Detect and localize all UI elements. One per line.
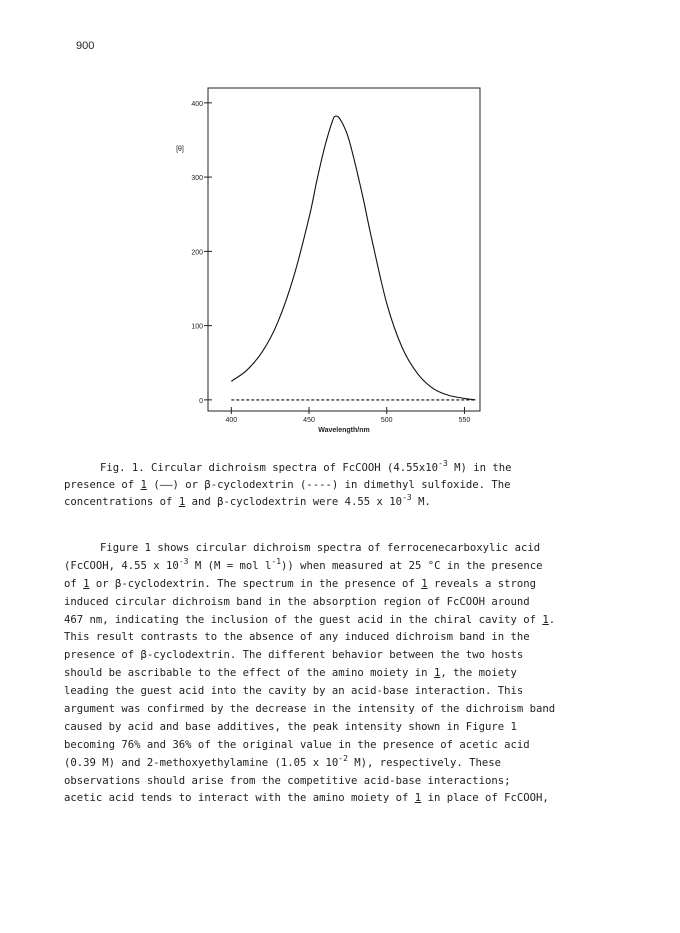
body-line bbox=[64, 701, 624, 719]
body-line bbox=[64, 647, 624, 665]
body-text: Figure 1 shows circular dichroism spectra of ferrocenecarboxylic acid bbox=[100, 542, 541, 554]
y-axis-label: [θ] bbox=[176, 146, 184, 154]
x-tick-label: 500 bbox=[380, 417, 393, 424]
x-axis-label: Wavelength/nm bbox=[318, 427, 370, 434]
y-tick-label: 0 bbox=[199, 397, 203, 405]
body-exponent: -3 bbox=[178, 556, 189, 566]
compound-number: 1 bbox=[140, 479, 147, 491]
body-text: reveals a strong bbox=[427, 577, 537, 590]
body-text: (FcCOOH, 4.55 x 10 bbox=[64, 559, 179, 572]
body-text: 467 nm, indicating the inclusion of the guest acid in the chiral cavity of bbox=[64, 613, 543, 626]
y-tick-label: 100 bbox=[191, 323, 203, 331]
caption-line-3 bbox=[64, 494, 624, 511]
body-line bbox=[64, 683, 624, 701]
caption-exponent: -3 bbox=[402, 493, 412, 502]
body-line bbox=[64, 594, 624, 612]
series-line-solid bbox=[231, 116, 475, 400]
cd-spectrum-figure bbox=[150, 80, 510, 450]
body-text: M), respectively. These bbox=[347, 756, 501, 769]
compound-number: 1 bbox=[414, 792, 422, 805]
compound-number: 1 bbox=[542, 613, 549, 626]
body-line bbox=[64, 629, 624, 647]
body-text: . bbox=[548, 613, 556, 626]
body-text: This result contrasts to the absence of any induced dichroism band in the bbox=[64, 631, 530, 644]
compound-number: 1 bbox=[83, 577, 90, 590]
caption-exponent: -3 bbox=[438, 459, 448, 468]
body-text: , the moiety bbox=[440, 667, 517, 680]
body-line bbox=[64, 665, 624, 683]
body-paragraph bbox=[64, 540, 624, 808]
y-tick-label: 300 bbox=[191, 175, 203, 183]
page-number: 900 bbox=[76, 40, 95, 52]
body-text: leading the guest acid into the cavity by an acid-base interaction. This bbox=[64, 685, 524, 698]
figure-caption bbox=[64, 460, 624, 511]
caption-text: presence of bbox=[64, 479, 141, 491]
body-exponent: -2 bbox=[338, 753, 348, 763]
body-text: caused by acid and base additives, the peak intensity shown in Figure 1 bbox=[64, 720, 517, 733]
body-exponent: -1 bbox=[271, 556, 282, 566]
x-tick-label: 450 bbox=[303, 417, 315, 424]
body-text: in place of FcCOOH, bbox=[421, 792, 549, 805]
caption-text: M) in the bbox=[447, 462, 512, 474]
body-line bbox=[64, 558, 624, 576]
body-line bbox=[64, 576, 624, 594]
caption-text: (——) or β-cyclodextrin (----) in dimethyl sulfoxide. The bbox=[146, 479, 511, 491]
body-text: argument was confirmed by the decrease in the intensity of the dichroism band bbox=[64, 703, 556, 716]
plot-frame bbox=[208, 88, 480, 411]
x-tick-label: 550 bbox=[458, 417, 471, 424]
body-line bbox=[64, 790, 624, 808]
y-tick-label: 400 bbox=[191, 100, 203, 108]
x-tick-label: 400 bbox=[225, 417, 238, 424]
caption-text: and β-cyclodextrin were 4.55 x 10 bbox=[185, 496, 403, 508]
caption-fig-label: Fig. 1. bbox=[100, 462, 145, 474]
body-text: observations should arise from the competitive acid-base interactions; bbox=[64, 774, 511, 787]
body-text: )) when measured at 25 °C in the presence bbox=[281, 559, 543, 572]
body-line bbox=[64, 540, 624, 558]
body-line bbox=[64, 719, 624, 737]
compound-number: 1 bbox=[421, 577, 428, 590]
body-text: presence of β-cyclodextrin. The different behavior between the two hosts bbox=[64, 649, 524, 662]
caption-line-2 bbox=[64, 477, 624, 494]
caption-text: M. bbox=[411, 496, 431, 508]
y-tick-label: 200 bbox=[191, 249, 203, 257]
body-text: induced circular dichroism band in the absorption region of FcCOOH around bbox=[64, 595, 530, 608]
body-text: or β-cyclodextrin. The spectrum in the presence of bbox=[89, 577, 422, 590]
body-text: (0.39 M) and 2-methoxyethylamine (1.05 x 10 bbox=[64, 756, 339, 769]
compound-number: 1 bbox=[433, 667, 441, 680]
body-text: M (M = mol l bbox=[188, 559, 272, 572]
compound-number: 1 bbox=[178, 496, 186, 508]
body-text: should be ascribable to the effect of the amino moiety in bbox=[64, 667, 434, 680]
caption-text: concentrations of bbox=[64, 496, 179, 508]
body-line bbox=[64, 773, 624, 791]
body-text: of bbox=[64, 577, 84, 590]
caption-line-1 bbox=[64, 460, 624, 477]
body-line bbox=[64, 737, 624, 755]
body-text: becoming 76% and 36% of the original value in the presence of acetic acid bbox=[64, 738, 530, 751]
body-text: acetic acid tends to interact with the amino moiety of bbox=[64, 792, 415, 805]
body-line bbox=[64, 755, 624, 773]
caption-text: Circular dichroism spectra of FcCOOH (4.55x10 bbox=[151, 462, 439, 474]
body-line bbox=[64, 612, 624, 630]
